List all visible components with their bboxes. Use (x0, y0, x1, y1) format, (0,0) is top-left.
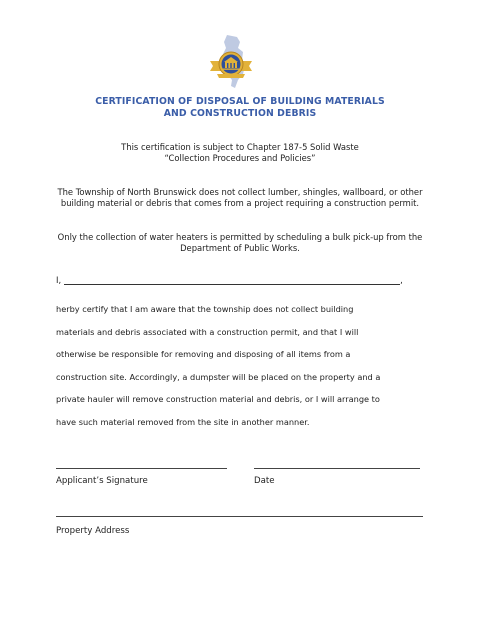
certify-suffix: , (400, 275, 403, 285)
title-line-2: AND CONSTRUCTION DEBRIS (163, 108, 317, 119)
title-line-1: CERTIFICATION OF DISPOSAL OF BUILDING MATERIALS (95, 96, 385, 107)
subject-line-2: “Collection Procedures and Policies” (164, 153, 316, 163)
body-line-2: materials and debris associated with a construction permit, and that I will (56, 327, 359, 337)
body-line-4: construction site. Accordingly, a dumpster will be placed on the property and a (56, 372, 381, 382)
date-field-line[interactable] (254, 468, 420, 469)
document-title (0, 96, 480, 120)
body-line-6: have such material removed from the site in another manner. (56, 417, 310, 427)
date-label: Date (254, 476, 275, 486)
certify-prefix: I, (56, 275, 62, 285)
body-line-5: private hauler will remove construction material and debris, or I will arrange to (56, 394, 380, 404)
signature-field-line[interactable] (56, 468, 227, 469)
subject-line-1: This certification is subject to Chapter 187-5 Solid Waste (121, 142, 359, 152)
address-label: Property Address (56, 526, 130, 536)
body-line-3: otherwise be responsible for removing and disposing of all items from a (56, 349, 351, 359)
policy-paragraph: The Township of North Brunswick does not collect lumber, shingles, wallboard, or other building material or debris that comes from a project requiring a construction permit. (57, 187, 423, 208)
water-heater-paragraph: Only the collection of water heaters is permitted by scheduling a bulk pick-up from the Department of Public Works. (57, 232, 423, 253)
township-seal-logo (207, 34, 255, 90)
certifier-name-line (56, 275, 403, 285)
name-blank-field[interactable] (64, 276, 400, 285)
address-field-line[interactable] (56, 516, 423, 517)
body-line-1: herby certify that I am aware that the township does not collect building (56, 304, 354, 314)
subject-statement (0, 142, 480, 164)
signature-label: Applicant’s Signature (56, 476, 148, 486)
